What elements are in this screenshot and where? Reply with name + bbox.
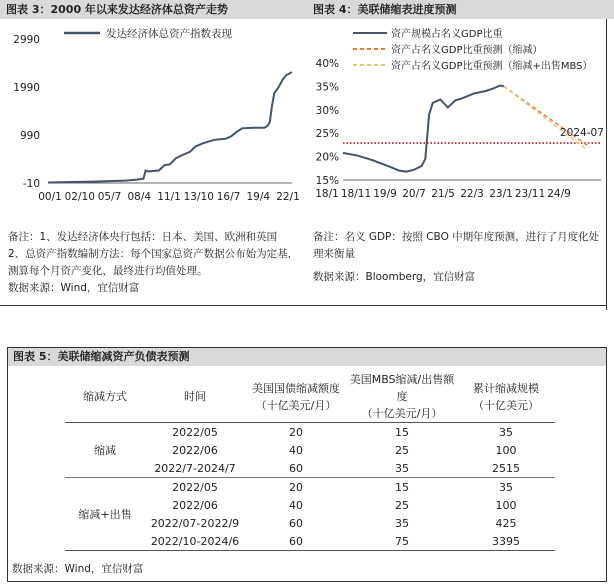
y-tick-label: 15% [315,175,339,187]
cell-mbs: 35 [395,516,409,530]
legend-label: 资产规模占名义GDP比重 [391,29,503,40]
x-tick-label: 22/3 [460,188,484,200]
cell-cumulative: 100 [495,443,517,457]
y-tick-label: 35% [315,81,339,94]
cell-cumulative: 35 [499,480,513,494]
x-tick-label: 08/4 [127,191,152,203]
cell-time: 2022/10-2024/6 [145,532,245,551]
fig3-bottom-border [0,305,307,306]
fig3-notes [8,229,304,297]
x-tick-label: 23/11 [514,188,546,200]
fig5-source: 数据来源：Wind，宜信财富 [12,563,144,575]
fig4-note-2: 理来衡量 [313,248,355,260]
legend-label: 资产占名义GDP比重预测（缩减+出售MBS） [391,61,593,72]
cell-treasury: 60 [245,532,347,551]
group-method-2: 缩减+出售 [65,478,145,551]
x-tick-label: 21/5 [431,188,455,200]
fig5-right-border [606,347,607,582]
x-tick-label: 23/1 [489,188,513,200]
header-cumulative [457,371,555,423]
fig5-bottom-border [7,581,607,582]
x-tick-label: 18/11 [340,188,372,200]
fig5-panel [7,347,607,582]
x-tick-label: 00/1 [38,191,62,203]
fig5-top-border [7,347,607,348]
fig3-chart [0,19,307,219]
table-row [65,423,555,442]
fig5-table [65,371,555,551]
header-treasury-line2: （十亿美元/月） [255,398,337,412]
cell-time: 2022/7-2024/7 [145,459,245,478]
cell-mbs: 35 [347,459,457,478]
y-tick-label: -10 [22,178,40,190]
cell-mbs: 15 [395,480,409,494]
x-tick-label: 24/9 [547,188,571,200]
table-row [65,478,555,497]
legend-label: 发达经济体总资产指数表现 [106,28,232,40]
legend-label: 资产占名义GDP比重预测（缩减） [391,45,543,56]
fig5-header-row [65,371,555,423]
fig4-note-1: 备注：名义 GDP：按照 CBO 中期年度预测，进行了月度化处 [313,231,600,243]
x-tick-label: 20/7 [402,188,426,200]
cell-cumulative: 100 [495,498,517,512]
cell-time: 2022/05 [172,480,218,494]
cell-treasury: 20 [289,480,303,494]
fig3-title: 图表 3：2000 年以来发达经济体总资产走势 [0,0,307,19]
y-tick-label: 20% [315,151,339,164]
header-mbs-line2: （十亿美元/月） [361,407,443,420]
x-tick-label: 19/9 [373,188,397,200]
fig4-chart [307,19,614,219]
y-tick-label: 1990 [13,82,40,94]
cell-time: 2022/06 [172,443,218,457]
fig4-source: 数据来源：Bloomberg，宜信财富 [313,271,476,283]
cell-mbs: 75 [347,532,457,551]
y-tick-label: 25% [315,128,339,141]
header-cumulative-line1: 累计缩减规模 [473,381,539,395]
x-tick-label: 18/1 [315,188,339,200]
header-cumulative-line2: （十亿美元） [473,398,539,412]
header-mbs-line1: 美国MBS缩减/出售额度 [349,373,455,403]
cell-mbs: 25 [395,443,409,457]
fig4-panel [307,0,614,310]
header-method: 缩减方式 [65,371,145,423]
annotation-label: 2024-07 [560,127,604,140]
cell-treasury: 20 [289,425,303,439]
group-method-1: 缩减 [65,423,145,478]
fig3-note-3: 测算每个月资产变化，最终进行均值处理。 [8,265,208,277]
series-line-actual [343,86,504,172]
x-tick-label: 11/1 [157,191,181,203]
x-tick-label: 16/7 [216,191,241,203]
header-mbs [347,371,457,423]
x-tick-label: 22/1 [276,191,300,203]
fig4-bottom-border [307,305,607,306]
fig5-title: 图表 5：美联储缩减资产负债表预测 [7,347,607,366]
cell-time: 2022/07-2022/9 [150,516,240,530]
y-tick-label: 990 [19,130,40,142]
cell-mbs: 15 [395,425,409,439]
cell-cumulative: 2515 [457,459,555,478]
x-tick-label: 02/10 [64,191,95,203]
cell-time: 2022/05 [172,425,218,439]
x-tick-label: 19/4 [246,191,271,203]
fig3-panel [0,0,307,310]
cell-time: 2022/06 [172,498,218,512]
cell-treasury: 60 [245,459,347,478]
header-time: 时间 [145,371,245,423]
fig3-note-1: 备注：1、发达经济体央行包括：日本、美国、欧洲和英国 [8,231,278,243]
x-tick-label: 13/10 [183,191,214,203]
cell-treasury: 60 [289,516,303,530]
fig3-note-2: 2、总资产指数编制方法：每个国家总资产数据公布始为定基， [8,248,299,260]
y-tick-label: 2990 [13,34,40,46]
fig4-notes [313,229,609,286]
x-tick-label: 05/7 [97,191,122,203]
header-treasury-line1: 美国国债缩减额度 [252,381,340,395]
cell-treasury: 40 [289,443,303,457]
series-line-forecast-sell [504,86,586,149]
y-tick-label: 30% [315,104,339,117]
fig3-source: 数据来源：Wind，宜信财富 [8,282,140,294]
cell-cumulative: 35 [499,425,513,439]
fig4-right-border [606,19,607,310]
cell-cumulative: 3395 [457,532,555,551]
header-treasury [245,371,347,423]
fig5-left-border [7,347,8,582]
y-tick-label: 40% [315,58,339,70]
series-line [48,72,292,182]
cell-cumulative: 425 [495,516,517,530]
fig4-title: 图表 4：美联储缩表进度预测 [307,0,614,19]
cell-mbs: 25 [395,498,409,512]
cell-treasury: 40 [289,498,303,512]
